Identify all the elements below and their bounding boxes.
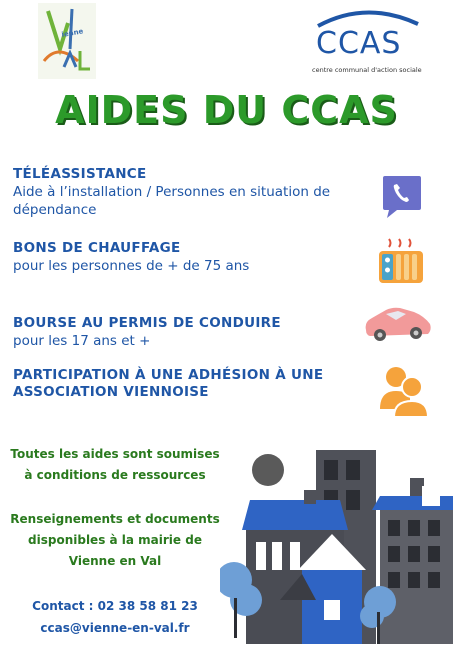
section-title: PARTICIPATION À UNE ADHÉSION À UNE ASSOCIATION VIENNOISE — [13, 367, 324, 400]
section-teleassistance — [13, 166, 373, 219]
section-text: pour les 17 ans et + — [13, 333, 151, 349]
car-icon — [362, 302, 434, 350]
section-text: pour les personnes de + de 75 ans — [13, 258, 250, 274]
heater-icon — [377, 237, 425, 291]
section-title: BONS DE CHAUFFAGE — [13, 240, 181, 256]
ccas-logo-text: CCAS — [316, 26, 402, 61]
town-illustration — [220, 450, 453, 648]
vienne-en-val-logo — [38, 3, 96, 79]
ccas-logo-subtitle: centre communal d'action sociale — [312, 66, 422, 74]
contact-phone: Contact : 02 38 58 81 23 — [32, 599, 198, 613]
info-note: Renseignements et documents disponibles à la mairie de Vienne en Val — [10, 512, 220, 568]
section-title: BOURSE AU PERMIS DE CONDUIRE — [13, 315, 281, 331]
contact-email[interactable]: ccas@vienne-en-val.fr — [40, 621, 190, 635]
ccas-logo — [306, 6, 426, 84]
page-title: AIDES DU CCAS — [55, 88, 398, 132]
section-title: TÉLÉASSISTANCE — [13, 166, 147, 182]
section-text: Aide à l’installation / Personnes en situation de dépendance — [13, 184, 331, 218]
contact-block — [8, 595, 222, 639]
section-permis — [13, 315, 353, 350]
section-association — [13, 367, 353, 401]
conditions-note: Toutes les aides sont soumises à conditions de ressources — [10, 447, 220, 482]
people-icon — [378, 363, 430, 423]
svg-text:ienne: ienne — [60, 27, 84, 39]
section-chauffage — [13, 240, 353, 275]
phone-chat-icon — [381, 174, 423, 224]
